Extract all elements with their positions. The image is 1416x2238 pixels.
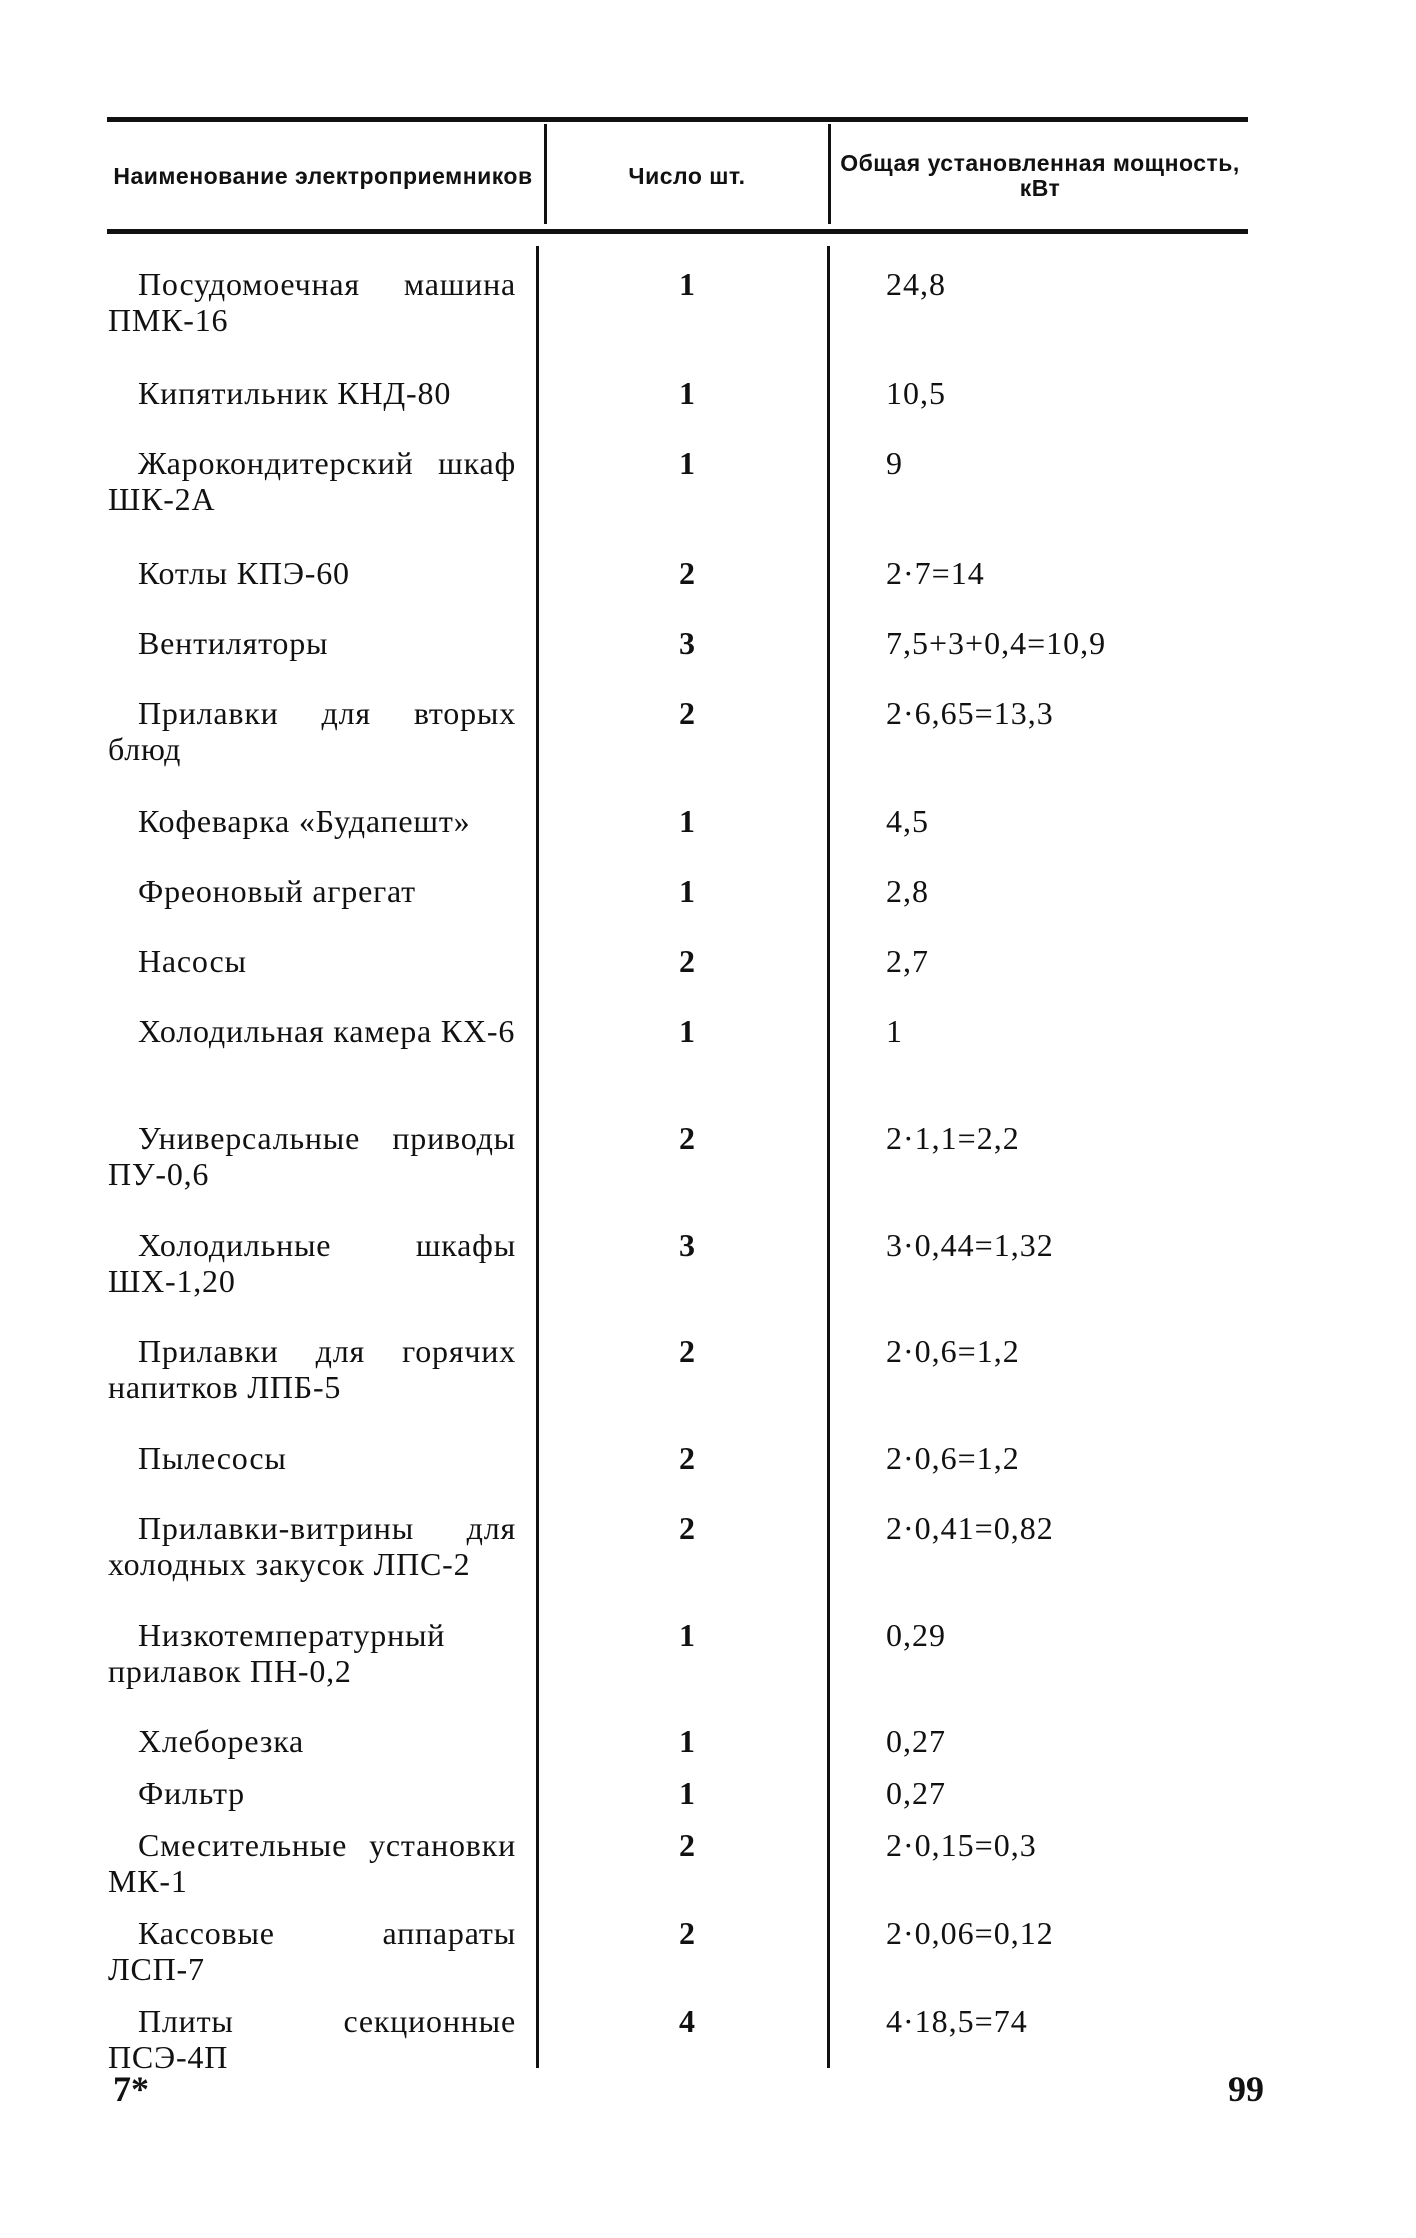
- row-name: Смесительные установки МК-1: [108, 1827, 516, 1899]
- row-count: 4: [679, 2003, 695, 2039]
- header-name: Наименование электроприемников: [113, 162, 533, 189]
- row-count: 1: [679, 873, 695, 909]
- row-power: 2,7: [886, 943, 929, 979]
- row-power: 2·7=14: [886, 555, 985, 591]
- row-count: 1: [679, 1723, 695, 1759]
- header-count: Число шт.: [628, 162, 746, 189]
- row-name: Насосы: [138, 943, 247, 979]
- row-power: 3·0,44=1,32: [886, 1227, 1054, 1263]
- row-power: 7,5+3+0,4=10,9: [886, 625, 1107, 661]
- row-power: 0,27: [886, 1775, 946, 1811]
- row-name: Котлы КПЭ-60: [138, 555, 350, 591]
- row-name: Прилавки-витрины для холодных закусок ЛПС-2: [108, 1510, 516, 1582]
- row-power: 0,29: [886, 1617, 946, 1653]
- table-top-rule: [107, 117, 1248, 122]
- column-divider-2: [827, 246, 830, 2068]
- header-divider-1: [544, 124, 547, 224]
- row-name: Посудомоечная машина ПМК-16: [108, 266, 516, 338]
- row-power: 2·0,06=0,12: [886, 1915, 1054, 1951]
- row-count: 1: [679, 266, 695, 302]
- row-count: 2: [679, 695, 695, 731]
- row-name: Низкотемпературный прилавок ПН-0,2: [108, 1617, 446, 1689]
- row-power: 2·6,65=13,3: [886, 695, 1054, 731]
- row-power: 4,5: [886, 803, 929, 839]
- row-name: Кассовые аппараты ЛСП-7: [108, 1915, 516, 1987]
- row-count: 1: [679, 1617, 695, 1653]
- table-header-rule: [107, 229, 1248, 234]
- row-name: Фреоновый агрегат: [138, 873, 416, 909]
- row-count: 3: [679, 625, 695, 661]
- row-name: Кипятильник КНД-80: [138, 375, 452, 411]
- row-count: 3: [679, 1227, 695, 1263]
- header-divider-2: [828, 124, 831, 224]
- row-power: 24,8: [886, 266, 946, 302]
- row-power: 2·1,1=2,2: [886, 1120, 1020, 1156]
- row-name: Пылесосы: [138, 1440, 287, 1476]
- row-count: 2: [679, 1440, 695, 1476]
- row-name: Вентиляторы: [138, 625, 329, 661]
- row-name: Жарокондитерский шкаф ШК-2А: [108, 445, 516, 517]
- row-name: Плиты секционные ПСЭ-4П: [108, 2003, 516, 2075]
- row-count: 1: [679, 1013, 695, 1049]
- row-count: 2: [679, 1827, 695, 1863]
- row-power: 10,5: [886, 375, 946, 411]
- row-name: Кофеварка «Будапешт»: [138, 803, 471, 839]
- row-count: 2: [679, 943, 695, 979]
- row-count: 2: [679, 555, 695, 591]
- row-count: 2: [679, 1120, 695, 1156]
- column-divider-1: [536, 246, 539, 2068]
- row-name: Хлеборезка: [138, 1723, 305, 1759]
- row-name: Холодильная камера КХ-6: [138, 1013, 516, 1049]
- row-name: Прилавки для вторых блюд: [108, 695, 516, 767]
- row-power: 9: [886, 445, 903, 481]
- row-power: 2·0,6=1,2: [886, 1440, 1020, 1476]
- row-count: 2: [679, 1915, 695, 1951]
- row-power: 2·0,6=1,2: [886, 1333, 1020, 1369]
- page-number: 99: [1228, 2069, 1264, 2109]
- row-power: 0,27: [886, 1723, 946, 1759]
- row-count: 1: [679, 803, 695, 839]
- signature-mark: 7*: [113, 2069, 149, 2109]
- row-count: 2: [679, 1510, 695, 1546]
- row-name: Фильтр: [138, 1775, 245, 1811]
- row-power: 2·0,41=0,82: [886, 1510, 1054, 1546]
- row-count: 2: [679, 1333, 695, 1369]
- row-power: 4·18,5=74: [886, 2003, 1028, 2039]
- row-power: 2,8: [886, 873, 929, 909]
- header-power: Общая установленная мощность, кВт: [840, 150, 1240, 201]
- row-count: 1: [679, 445, 695, 481]
- row-name: Универсальные приводы ПУ-0,6: [108, 1120, 516, 1192]
- row-name: Холодильные шкафы ШХ-1,20: [108, 1227, 516, 1299]
- row-power: 2·0,15=0,3: [886, 1827, 1037, 1863]
- row-count: 1: [679, 375, 695, 411]
- row-name: Прилавки для горячих напитков ЛПБ-5: [108, 1333, 516, 1405]
- row-power: 1: [886, 1013, 903, 1049]
- row-count: 1: [679, 1775, 695, 1811]
